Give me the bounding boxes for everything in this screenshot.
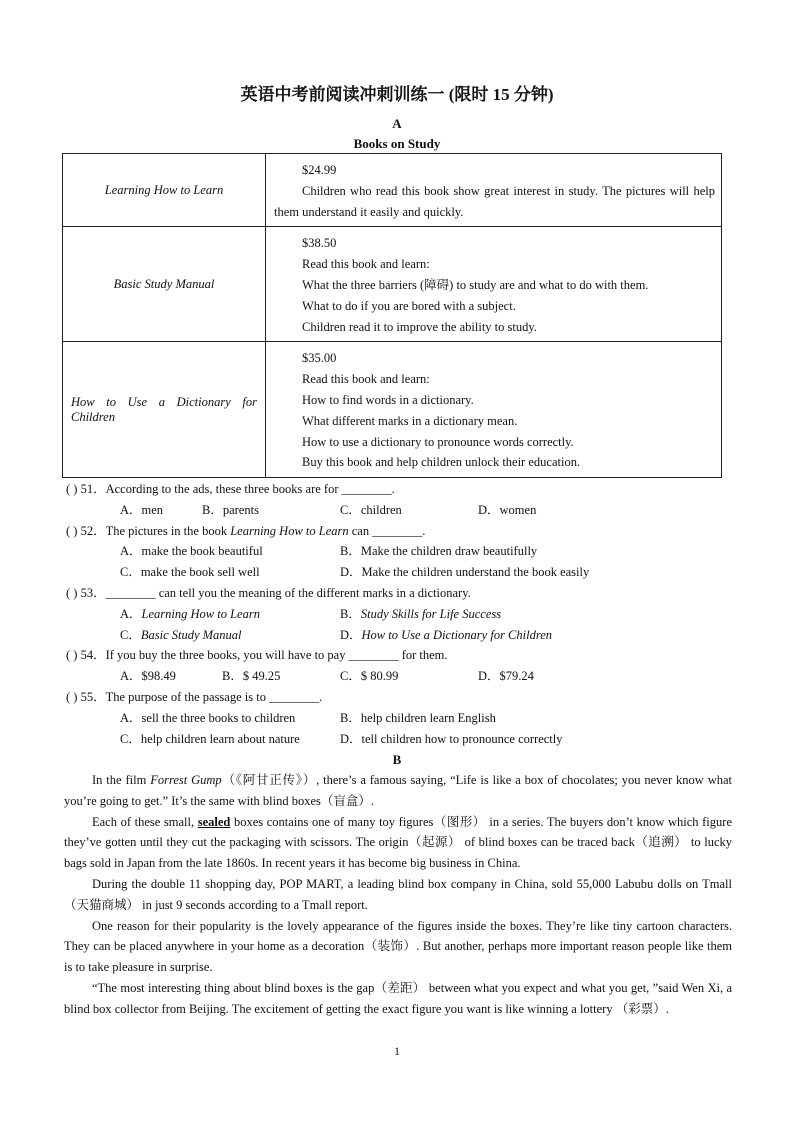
option-a[interactable]: A．make the book beautiful [120, 544, 263, 559]
film-title: Forrest Gump [150, 773, 222, 787]
answer-blank[interactable]: ( ) [66, 523, 78, 538]
answer-blank[interactable]: ( ) [66, 648, 78, 663]
question-text: 55．The purpose of the passage is to ________. [77, 689, 323, 704]
question-text: 54．If you buy the three books, you will have to pay ________ for them. [77, 648, 448, 663]
book-line: What to do if you are bored with a subject. [302, 298, 516, 313]
book-row [63, 154, 722, 227]
book-line: What the three barriers (障碍) to study are and what to do with them. [302, 277, 649, 292]
question-options [66, 562, 746, 583]
question-options [66, 666, 746, 687]
question-stem [66, 583, 746, 604]
keyword-sealed: sealed [197, 814, 231, 829]
option-c[interactable]: C．$ 80.99 [340, 669, 399, 684]
answer-blank[interactable]: ( ) [66, 482, 78, 496]
passage-paragraph: During the double 11 shopping day, POP MART, a leading blind box company in China, sold 55,000 Labubu dolls on Tmall（天猫商城） in just 9 seconds according to a Tmall report. [64, 876, 732, 912]
book-line: Buy this book and help children unlock their education. [302, 455, 581, 470]
paragraph-text: Each of these small, [92, 814, 198, 829]
book-line: Children read it to improve the ability to study. [302, 319, 537, 334]
question-text: 51．According to the ads, these three books are for ________. [77, 482, 395, 496]
book-line: Read this book and learn: [302, 372, 430, 387]
book-line: How to use a dictionary to pronounce words correctly. [302, 434, 574, 449]
book-description [266, 154, 722, 227]
paragraph-text: In the film [92, 773, 151, 787]
option-a[interactable]: A．$98.49 [120, 669, 176, 684]
option-a[interactable]: A．men [120, 502, 164, 517]
passage-paragraph: One reason for their popularity is the lovely appearance of the figures inside the boxes. They’re like tiny cartoon characters. They can be placed anywhere in your home as a decoration（装饰）. But another, perhaps more important reason people like them is to take pleasure in surprise. [64, 918, 732, 975]
book-title-ref: Learning How to Learn [230, 523, 349, 538]
book-price: $38.50 [302, 236, 337, 251]
option-text: Learning How to Learn [141, 606, 260, 621]
option-b[interactable]: B．parents [202, 502, 259, 517]
option-c[interactable]: C．make the book sell well [120, 565, 260, 580]
book-name: How to Use a Dictionary for Children [63, 342, 266, 478]
option-letter: A． [120, 606, 142, 621]
question-options [66, 500, 746, 521]
books-table [62, 153, 722, 478]
page-title: 英语中考前阅读冲刺训练一 (限时 15 分钟) [240, 85, 554, 104]
option-letter: C． [120, 627, 141, 642]
book-line: Read this book and learn: [302, 257, 430, 272]
book-price: $24.99 [302, 163, 337, 177]
question-text-end: can ________. [348, 523, 426, 538]
question-stem [66, 479, 746, 500]
option-text: How to Use a Dictionary for Children [361, 627, 553, 642]
book-description [266, 227, 722, 342]
book-line: Children who read this book show great interest in study. The pictures will help them understand it easily and quickly. [274, 183, 715, 219]
option-c[interactable]: C．help children learn about nature [120, 731, 300, 746]
option-d[interactable]: D．Make the children understand the book easily [340, 565, 590, 580]
option-text: Study Skills for Life Success [360, 606, 502, 621]
paragraph-text: （《阿甘正传》）, there’s a famous saying, “Life is like a box of chocolates; you never know what you’re going to get.” It’s the same with blind boxes（盲盒）. [64, 773, 732, 808]
question-text: 53．________ can tell you the meaning of the different marks in a dictionary. [77, 585, 471, 600]
option-b[interactable] [340, 604, 501, 625]
question-options [66, 708, 746, 729]
option-b[interactable]: B．help children learn English [340, 710, 496, 725]
option-d[interactable]: D．women [478, 502, 537, 517]
question-stem [66, 645, 746, 666]
question-stem [66, 687, 746, 708]
book-row [63, 342, 722, 478]
book-name: Basic Study Manual [63, 227, 266, 342]
option-letter: B． [340, 606, 361, 621]
paragraph-text: boxes contains one of many toy figures（图形） in a series. The buyers don’t know which figure they’ve gotten until they cut the packaging with scissors. The origin（起源） of blind boxes can be traced back（追溯） to lucky bags sold in Japan from the late 1860s. In recent years it has become big business in China. [64, 814, 732, 871]
question-options [66, 625, 746, 646]
section-a-heading: Books on Study [353, 136, 441, 151]
option-c[interactable] [120, 625, 242, 646]
passage-paragraph [64, 770, 732, 812]
book-description [266, 342, 722, 478]
book-name: Learning How to Learn [63, 154, 266, 227]
section-a-letter: A [392, 116, 402, 131]
option-b[interactable]: B．$ 49.25 [222, 669, 281, 684]
answer-blank[interactable]: ( ) [66, 585, 78, 600]
question-text: 52．The pictures in the book [77, 523, 231, 538]
passage-paragraph [64, 812, 732, 874]
question-options [66, 604, 746, 625]
question-stem [66, 521, 746, 542]
option-c[interactable]: C．children [340, 502, 402, 517]
question-options [66, 541, 746, 562]
section-b-letter: B [392, 752, 402, 767]
option-d[interactable] [340, 625, 552, 646]
option-d[interactable]: D．tell children how to pronounce correctly [340, 731, 563, 746]
option-d[interactable]: D．$79.24 [478, 669, 534, 684]
option-a[interactable] [120, 604, 260, 625]
option-letter: D． [340, 627, 362, 642]
book-row [63, 227, 722, 342]
option-a[interactable]: A．sell the three books to children [120, 710, 296, 725]
passage-paragraph: “The most interesting thing about blind boxes is the gap（差距） between what you expect and what you get, ”said Wen Xi, a blind box collector from Beijing. The excitement of getting the exact figure you want is like winning a lottery （彩票）. [64, 980, 732, 1016]
book-price: $35.00 [302, 351, 337, 366]
book-line: What different marks in a dictionary mean. [302, 413, 518, 428]
option-text: Basic Study Manual [140, 627, 242, 642]
book-line: How to find words in a dictionary. [302, 392, 474, 407]
option-b[interactable]: B．Make the children draw beautifully [340, 544, 538, 559]
question-list [66, 479, 746, 749]
question-options [66, 729, 746, 750]
reading-passage [64, 770, 732, 1020]
page-number: 1 [394, 1044, 400, 1058]
answer-blank[interactable]: ( ) [66, 689, 78, 704]
